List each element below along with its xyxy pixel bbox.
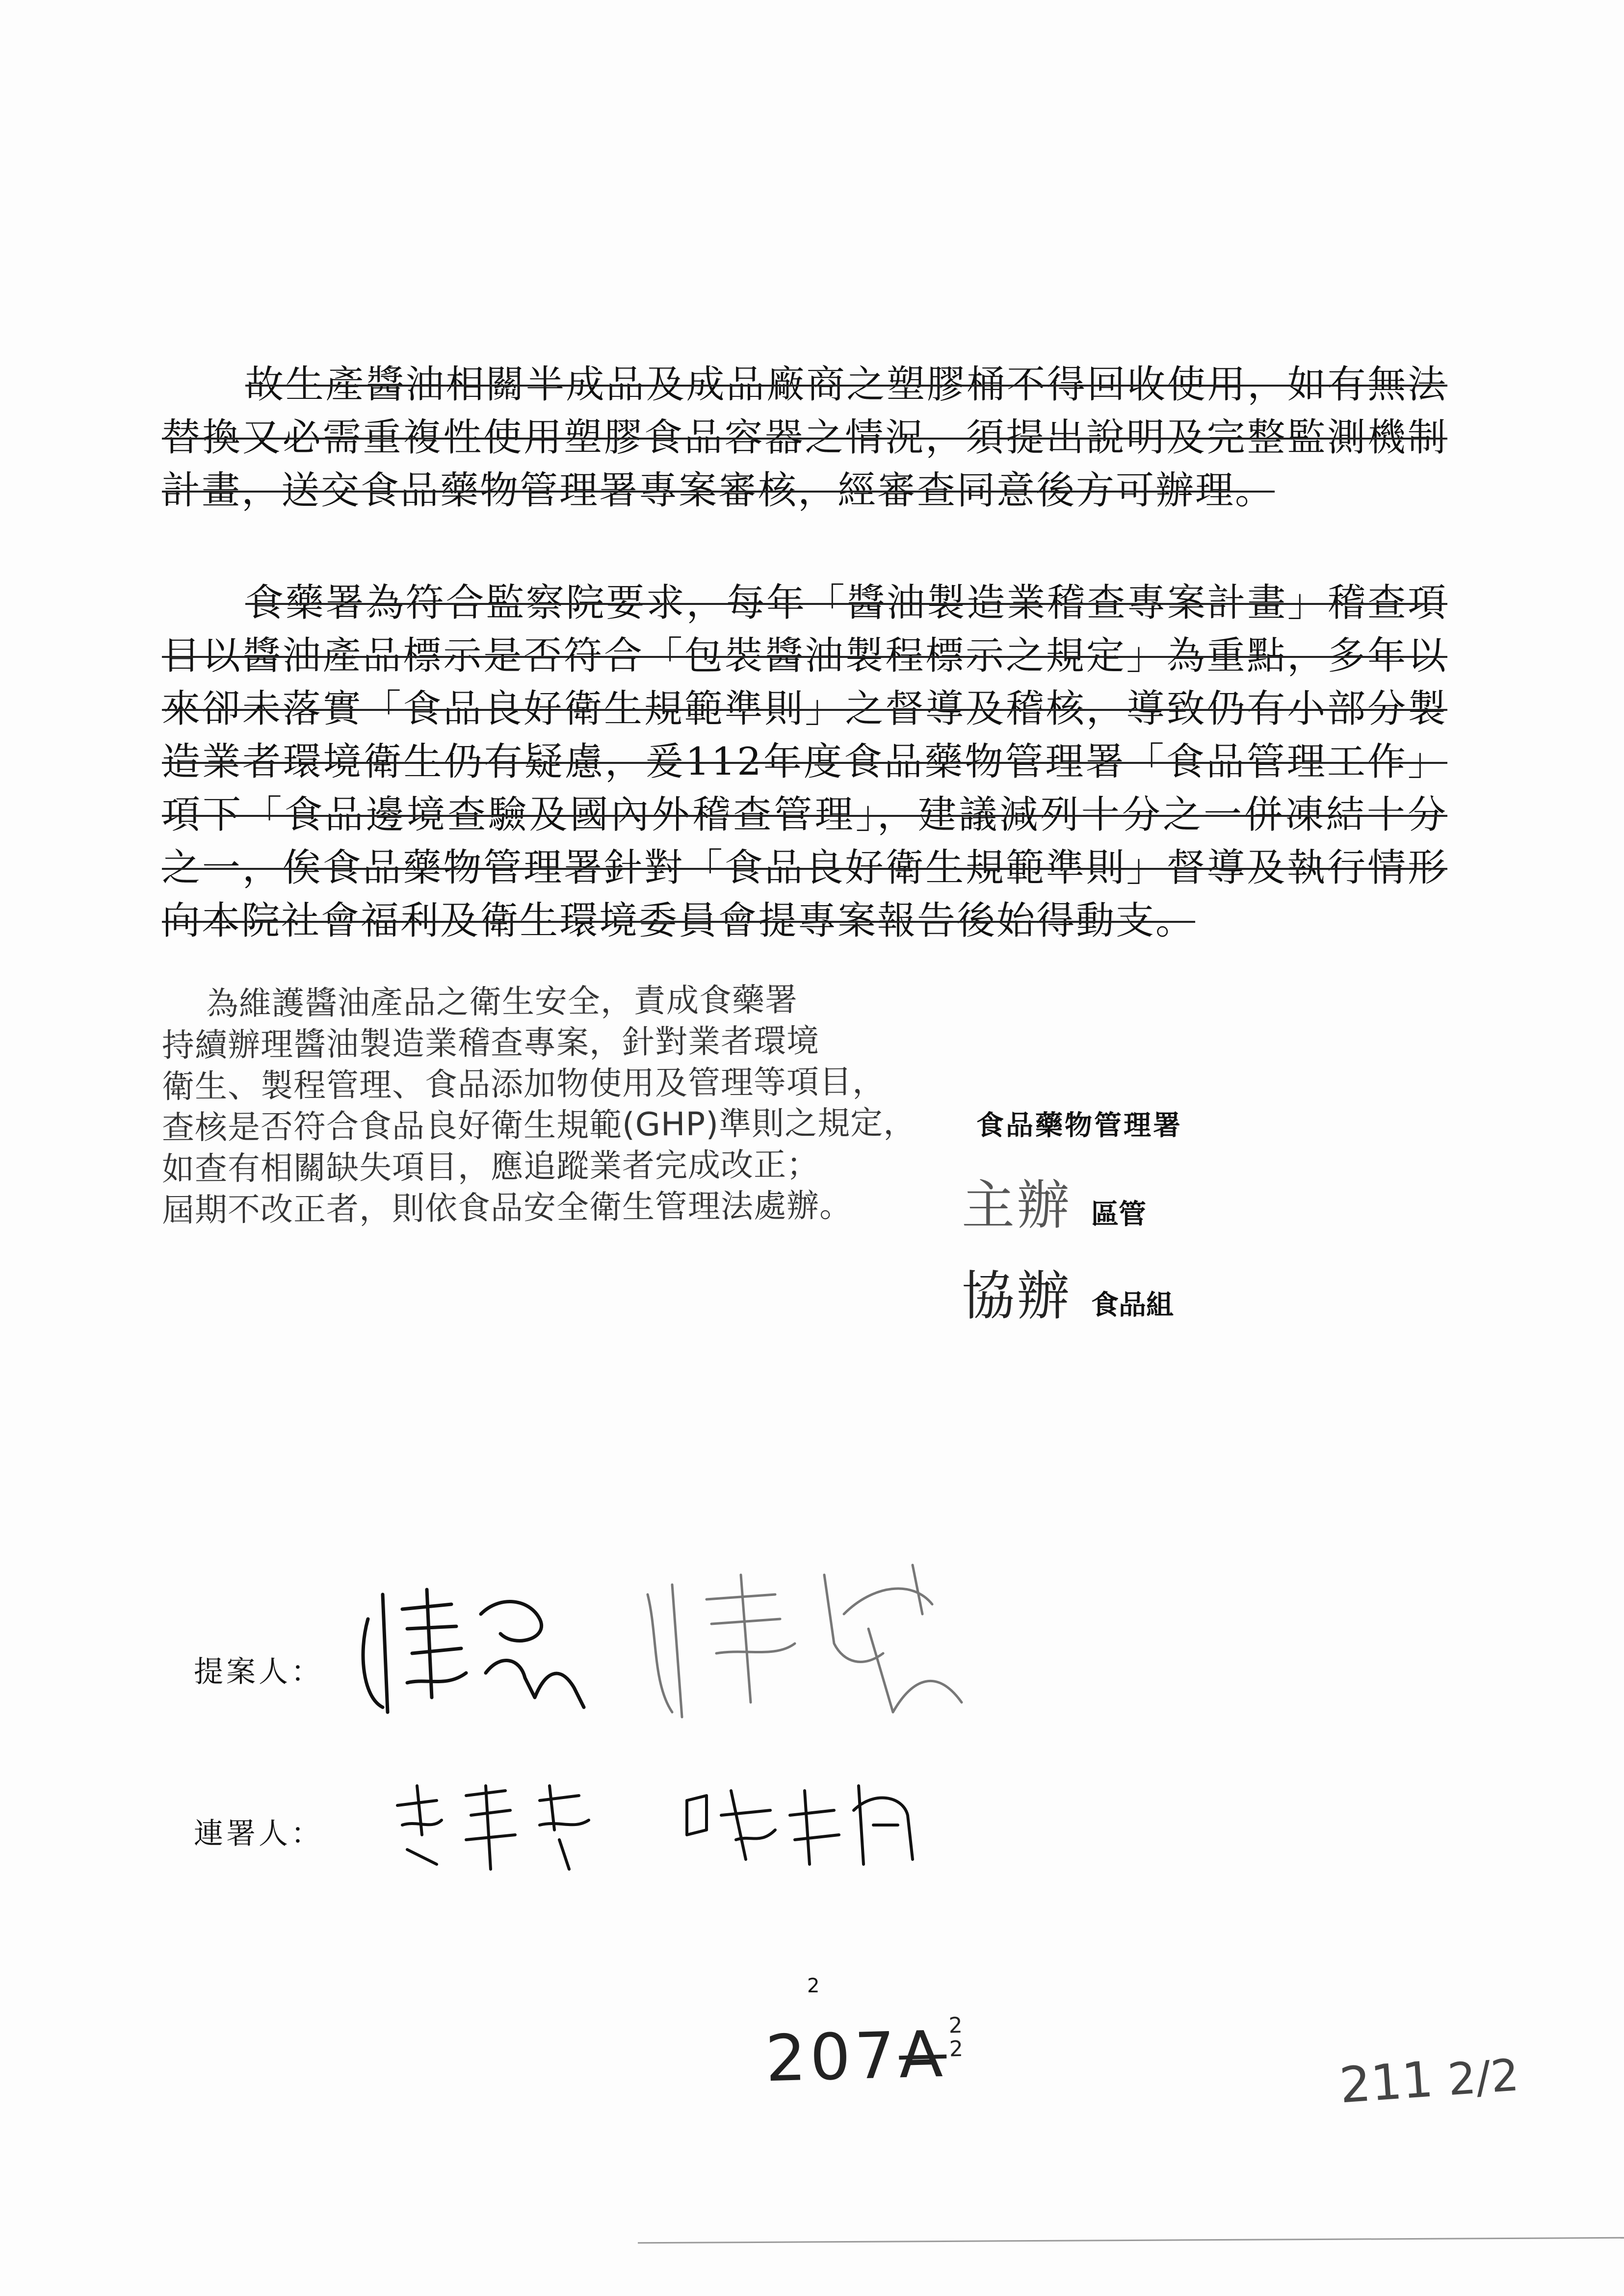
handwritten-revision bbox=[161, 981, 917, 1229]
struck-paragraph-2: 食藥署為符合監察院要求，每年「醬油製造業稽查專案計畫」稽查項目以醬油產品標示是否符合「包裝醬油製程標示之規定」為重點，多年以來卻未落實「食品良好衛生規範準則」之督導及稽核，導致仍有小部分製造業者環境衛生仍有疑慮，爰112年度食品藥物管理署「食品管理工作」項下「食品邊境查驗及國內外稽查管理」，建議減列十分之一併凍結十分之一，俟食品藥物管理署針對「食品良好衛生規範準則」督導及執行情形向本院社會福利及衛生環境委員會提專案報告後始得動支。 bbox=[162, 581, 1447, 943]
cosigner-signature-2 bbox=[677, 1771, 932, 1869]
cosigner-signature-1 bbox=[393, 1776, 628, 1874]
cosigner-label: 連署人： bbox=[194, 1817, 323, 1851]
primary-role-unit: 區管 bbox=[1091, 1199, 1147, 1230]
assist-role-label: 協辦 bbox=[962, 1266, 1072, 1327]
fraction-bottom: 2 bbox=[949, 2036, 968, 2062]
primary-role-label: 主辦 bbox=[962, 1175, 1072, 1236]
struck-paragraph-1: 故生產醬油相關半成品及成品廠商之塑膠桶不得回收使用，如有無法替換又必需重複性使用塑膠食品容器之情況，須提出說明及完整監測機制計畫，送交食品藥物管理署專案審核，經審查同意後方可辦理。 bbox=[162, 363, 1447, 513]
handwritten-code-fraction bbox=[948, 2014, 968, 2061]
proposer-signature-2 bbox=[638, 1555, 981, 1732]
primary-role-row bbox=[962, 1163, 1146, 1239]
agency-name: 食品藥物管理署 bbox=[976, 1110, 1182, 1142]
handwritten-line: 屆期不改正者，則依食品安全衛生管理法處辦。 bbox=[161, 1186, 853, 1229]
handwritten-line: 如查有相關缺失項目，應追蹤業者完成改正； bbox=[161, 1145, 820, 1188]
handwritten-code-number: 207 bbox=[764, 2018, 900, 2096]
handwritten-page-code bbox=[764, 2014, 968, 2096]
assist-role-unit: 食品組 bbox=[1091, 1289, 1174, 1321]
fraction-top: 2 bbox=[948, 2012, 967, 2038]
side-code-fraction: 2/2 bbox=[1446, 2049, 1521, 2106]
page-number: 2 bbox=[807, 1975, 820, 1997]
handwritten-line: 查核是否符合食品良好衛生規範(GHP)準則之規定， bbox=[161, 1103, 917, 1147]
handwritten-line: 為維護醬油產品之衛生安全，責成食藥署 bbox=[206, 981, 798, 1023]
handwritten-line: 衛生、製程管理、食品添加物使用及管理等項目， bbox=[161, 1063, 886, 1106]
proposer-label: 提案人： bbox=[194, 1655, 323, 1689]
proposer-signature-1 bbox=[353, 1575, 599, 1722]
handwritten-side-code bbox=[1337, 2044, 1520, 2114]
side-code-number: 211 bbox=[1337, 2050, 1435, 2114]
scan-edge-line bbox=[638, 2237, 1624, 2244]
assist-role-row bbox=[962, 1253, 1174, 1330]
handwritten-line: 持續辦理醬油製造業稽查專案，針對業者環境 bbox=[161, 1021, 820, 1065]
handwritten-code-struck: A bbox=[898, 2016, 948, 2093]
